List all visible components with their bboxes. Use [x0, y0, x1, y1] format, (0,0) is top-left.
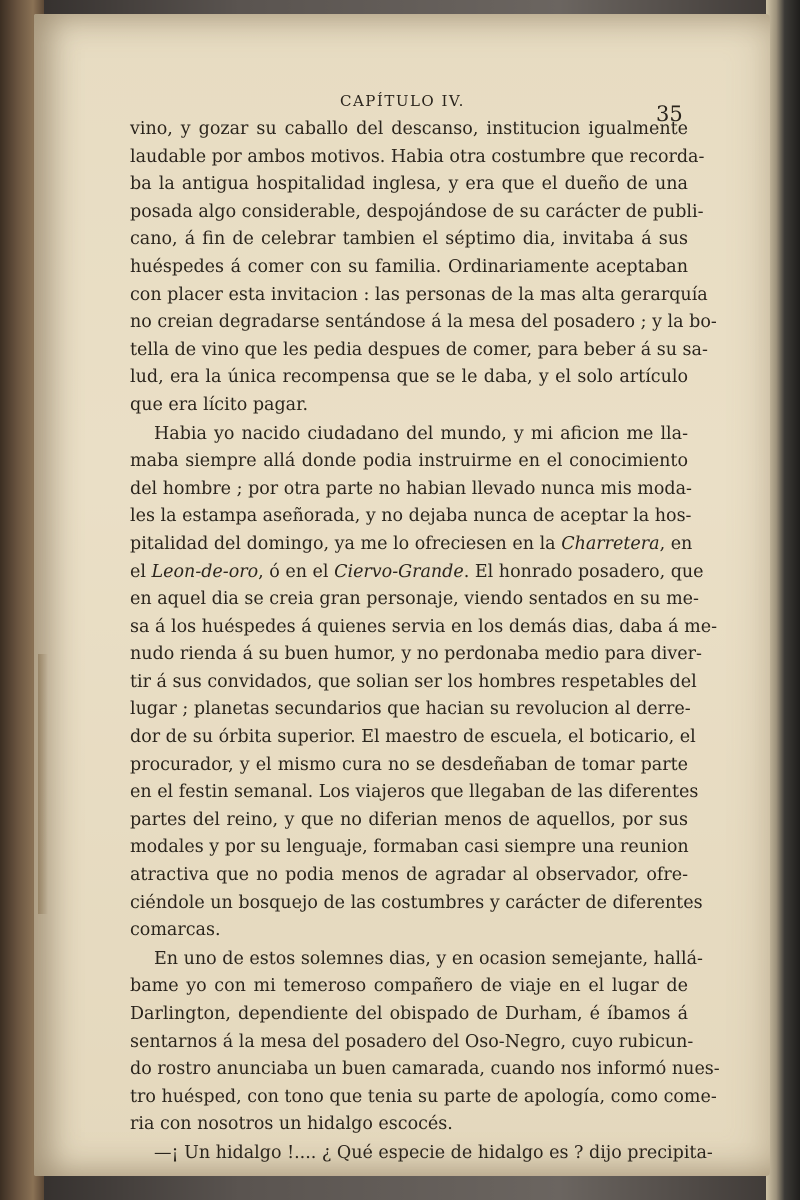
text-line: lugar ; planetas secundarios que hacian su revolucion al derre- [130, 699, 691, 720]
text-line: nudo rienda á su buen humor, y no perdonaba medio para diver- [130, 644, 702, 665]
text-line: el Leon-de-oro, ó en el Ciervo-Grande. El honrado posadero, que [130, 561, 704, 582]
text-line: vino, y gozar su caballo del descanso, institucion igualmente [130, 119, 688, 139]
text-line: ria con nosotros un hidalgo escocés. [130, 1114, 453, 1135]
text-line: —¡ Un hidalgo !.... ¿ Qué especie de hidalgo es ? dijo precipita- [154, 1142, 713, 1163]
text-line: comarcas. [130, 920, 221, 941]
text-line: cano, á fin de celebrar tambien el séptimo dia, invitaba á sus [130, 229, 688, 250]
text-line: maba siempre allá donde podia instruirme en el conocimiento [130, 451, 688, 472]
book-fore-edge [766, 0, 800, 1200]
text-line: Habia yo nacido ciudadano del mundo, y mi aficion me lla- [154, 423, 688, 444]
text-line: Darlington, dependiente del obispado de Durham, é íbamos á [130, 1004, 688, 1024]
text-line: dor de su órbita superior. El maestro de escuela, el boticario, el [130, 727, 696, 748]
paragraph-2 [130, 421, 717, 945]
text-line: En uno de estos solemnes dias, y en ocasion semejante, hallá- [154, 948, 703, 969]
text-line: tella de vino que les pedia despues de comer, para beber á su sa- [130, 339, 708, 360]
text-line: con placer esta invitacion : las personas de la mas alta gerarquía [130, 284, 708, 305]
text-line: en el festin semanal. Los viajeros que llegaban de las diferentes [130, 782, 699, 803]
chapter-heading: CAPÍTULO IV. [340, 92, 465, 110]
text-line: tir á sus convidados, que solian ser los hombres respetables del [130, 671, 697, 692]
text-line: ciéndole un bosquejo de las costumbres y carácter de diferentes [130, 892, 703, 913]
text-line: en aquel dia se creia gran personaje, viendo sentados en su me- [130, 589, 699, 610]
text-line: lud, era la única recompensa que se le daba, y el solo artículo [130, 367, 688, 388]
text-line: sa á los huéspedes á quienes servia en los demás dias, daba á me- [130, 616, 717, 637]
text-line: les la estampa aseñorada, y no dejaba nunca de aceptar la hos- [130, 506, 692, 527]
paragraph-4 [130, 1140, 713, 1168]
text-line: ba la antigua hospitalidad inglesa, y era que el dueño de una [130, 174, 688, 195]
text-line: huéspedes á comer con su familia. Ordinariamente aceptaban [130, 256, 688, 277]
text-line: modales y por su lenguaje, formaban casi siempre una reunion [130, 837, 689, 858]
text-line: sentarnos á la mesa del posadero del Oso-Negro, cuyo rubicun- [130, 1031, 694, 1052]
body-text [130, 116, 720, 1168]
running-head [0, 92, 800, 126]
text-line: do rostro anunciaba un buen camarada, cuando nos informó nues- [130, 1059, 720, 1080]
paragraph-3 [130, 946, 720, 1139]
text-line: del hombre ; por otra parte no habian llevado nunca mis moda- [130, 478, 692, 499]
text-line: atractiva que no podia menos de agradar al observador, ofre- [130, 865, 688, 886]
text-line: laudable por ambos motivos. Habia otra costumbre que recorda- [130, 146, 705, 167]
text-line: que era lícito pagar. [130, 394, 309, 415]
text-line: tro huésped, con tono que tenia su parte de apología, como come- [130, 1086, 717, 1107]
text-line: procurador, y el mismo cura no se desdeñaban de tomar parte [130, 754, 688, 775]
text-line: no creian degradarse sentándose á la mesa del posadero ; y la bo- [130, 312, 717, 333]
text-line: posada algo considerable, despojándose de su carácter de publi- [130, 201, 704, 222]
text-line: partes del reino, y que no diferian menos de aquellos, por sus [130, 809, 688, 830]
worn-page-edge [38, 654, 48, 914]
paragraph-1 [130, 116, 717, 420]
text-line: bame yo con mi temeroso compañero de viaje en el lugar de [130, 976, 688, 997]
text-line: pitalidad del domingo, ya me lo ofreciesen en la Charretera, en [130, 533, 693, 554]
page-number: 35 [656, 102, 683, 126]
